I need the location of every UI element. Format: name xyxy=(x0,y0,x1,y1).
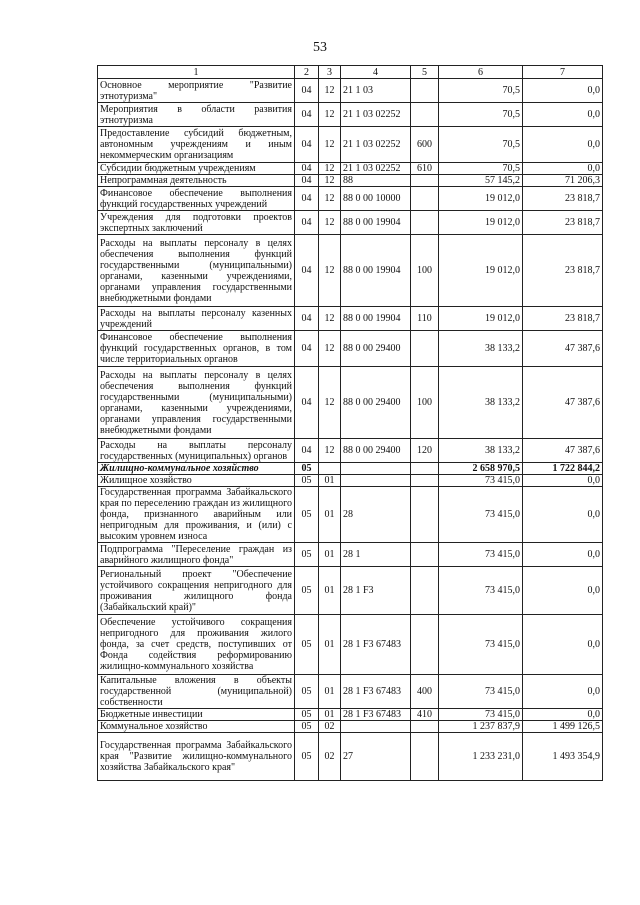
table-row xyxy=(98,175,603,187)
row-name-cell: Мероприятия в области развития этнотуризма xyxy=(98,103,295,127)
amount-year1-cell: 38 133,2 xyxy=(439,367,523,439)
target-article-cell: 27 xyxy=(341,733,411,781)
target-article-cell: 88 0 00 29400 xyxy=(341,367,411,439)
target-article-cell: 28 xyxy=(341,487,411,543)
section-code-cell: 04 xyxy=(295,367,319,439)
target-article-cell: 21 1 03 02252 xyxy=(341,127,411,163)
row-name-cell: Капитальные вложения в объекты государственной (муниципальной) собственности xyxy=(98,675,295,709)
amount-year2-cell: 0,0 xyxy=(523,675,603,709)
table-row xyxy=(98,103,603,127)
target-article-cell: 88 0 00 29400 xyxy=(341,331,411,367)
table-row xyxy=(98,439,603,463)
expense-type-cell: 110 xyxy=(411,307,439,331)
expense-type-cell: 410 xyxy=(411,709,439,721)
column-header: 2 xyxy=(295,66,319,79)
row-name-cell: Расходы на выплаты персоналу в целях обеспечения выполнения функций государственными (муниципальными) органами, казенными учреждениями, органами управления государственными внебюджетными фондами xyxy=(98,367,295,439)
target-article-cell: 28 1 F3 xyxy=(341,567,411,615)
amount-year1-cell: 19 012,0 xyxy=(439,187,523,211)
target-article-cell: 21 1 03 02252 xyxy=(341,103,411,127)
row-name-cell: Непрограммная деятельность xyxy=(98,175,295,187)
amount-year2-cell: 71 206,3 xyxy=(523,175,603,187)
subsection-code-cell: 12 xyxy=(319,367,341,439)
row-name-cell: Расходы на выплаты персоналу в целях обеспечения выполнения функций государственными (муниципальными) органами, казенными учреждениями, органами управления государственными внебюджетными фондами xyxy=(98,235,295,307)
target-article-cell xyxy=(341,463,411,475)
expense-type-cell: 610 xyxy=(411,163,439,175)
subsection-code-cell: 12 xyxy=(319,127,341,163)
target-article-cell: 88 0 00 29400 xyxy=(341,439,411,463)
amount-year1-cell: 70,5 xyxy=(439,163,523,175)
row-name-cell: Основное мероприятие "Развитие этнотуризма" xyxy=(98,79,295,103)
table-row xyxy=(98,487,603,543)
page-number: 53 xyxy=(313,40,327,55)
amount-year1-cell: 70,5 xyxy=(439,103,523,127)
section-code-cell: 04 xyxy=(295,439,319,463)
table-row xyxy=(98,307,603,331)
table-row xyxy=(98,543,603,567)
subsection-code-cell xyxy=(319,463,341,475)
subsection-code-cell: 01 xyxy=(319,675,341,709)
amount-year2-cell: 0,0 xyxy=(523,475,603,487)
row-name-cell: Жилищное хозяйство xyxy=(98,475,295,487)
amount-year2-cell: 0,0 xyxy=(523,543,603,567)
table-row xyxy=(98,211,603,235)
amount-year1-cell: 19 012,0 xyxy=(439,307,523,331)
subsection-code-cell: 01 xyxy=(319,615,341,675)
amount-year1-cell: 70,5 xyxy=(439,79,523,103)
row-name-cell: Учреждения для подготовки проектов экспертных заключений xyxy=(98,211,295,235)
expense-type-cell xyxy=(411,721,439,733)
amount-year1-cell: 73 415,0 xyxy=(439,567,523,615)
table-row xyxy=(98,721,603,733)
subsection-code-cell: 01 xyxy=(319,487,341,543)
amount-year1-cell: 19 012,0 xyxy=(439,211,523,235)
amount-year2-cell: 47 387,6 xyxy=(523,367,603,439)
amount-year2-cell: 1 499 126,5 xyxy=(523,721,603,733)
row-name-cell: Региональный проект "Обеспечение устойчивого сокращения непригодного для проживания жилищного фонда (Забайкальский край)" xyxy=(98,567,295,615)
amount-year1-cell: 73 415,0 xyxy=(439,475,523,487)
section-code-cell: 05 xyxy=(295,567,319,615)
table-row xyxy=(98,163,603,175)
amount-year1-cell: 19 012,0 xyxy=(439,235,523,307)
section-code-cell: 05 xyxy=(295,475,319,487)
section-code-cell: 05 xyxy=(295,543,319,567)
subsection-code-cell: 12 xyxy=(319,439,341,463)
column-header: 6 xyxy=(439,66,523,79)
row-name-cell: Подпрограмма "Переселение граждан из аварийного жилищного фонда" xyxy=(98,543,295,567)
row-name-cell: Государственная программа Забайкальского края по переселению граждан из жилищного фонда, признанного аварийным или непригодным для проживания, и (или) с высоким уровнем износа xyxy=(98,487,295,543)
section-code-cell: 04 xyxy=(295,175,319,187)
subsection-code-cell: 12 xyxy=(319,307,341,331)
column-header: 4 xyxy=(341,66,411,79)
subsection-code-cell: 12 xyxy=(319,79,341,103)
amount-year2-cell: 0,0 xyxy=(523,487,603,543)
amount-year2-cell: 23 818,7 xyxy=(523,307,603,331)
section-code-cell: 05 xyxy=(295,733,319,781)
table-row xyxy=(98,709,603,721)
subsection-code-cell: 02 xyxy=(319,733,341,781)
target-article-cell: 21 1 03 02252 xyxy=(341,163,411,175)
row-name-cell: Финансовое обеспечение выполнения функций государственных учреждений xyxy=(98,187,295,211)
table-row xyxy=(98,615,603,675)
expense-type-cell xyxy=(411,331,439,367)
amount-year2-cell: 23 818,7 xyxy=(523,211,603,235)
amount-year2-cell: 0,0 xyxy=(523,615,603,675)
row-name-cell: Субсидии бюджетным учреждениям xyxy=(98,163,295,175)
amount-year2-cell: 1 493 354,9 xyxy=(523,733,603,781)
subsection-code-cell: 12 xyxy=(319,211,341,235)
table-row xyxy=(98,475,603,487)
amount-year2-cell: 0,0 xyxy=(523,567,603,615)
table-row xyxy=(98,675,603,709)
expense-type-cell: 400 xyxy=(411,675,439,709)
section-code-cell: 04 xyxy=(295,103,319,127)
table-row xyxy=(98,733,603,781)
table-row xyxy=(98,127,603,163)
expense-type-cell xyxy=(411,103,439,127)
amount-year1-cell: 73 415,0 xyxy=(439,543,523,567)
expense-type-cell: 100 xyxy=(411,235,439,307)
target-article-cell: 28 1 F3 67483 xyxy=(341,615,411,675)
header-row xyxy=(98,66,603,79)
expense-type-cell xyxy=(411,567,439,615)
subsection-code-cell: 12 xyxy=(319,235,341,307)
section-code-cell: 05 xyxy=(295,463,319,475)
target-article-cell xyxy=(341,721,411,733)
row-name-cell: Финансовое обеспечение выполнения функций государственных органов, в том числе территориальных органов xyxy=(98,331,295,367)
amount-year1-cell: 70,5 xyxy=(439,127,523,163)
amount-year1-cell: 2 658 970,5 xyxy=(439,463,523,475)
expense-type-cell xyxy=(411,187,439,211)
amount-year2-cell: 23 818,7 xyxy=(523,235,603,307)
subsection-code-cell: 12 xyxy=(319,187,341,211)
amount-year2-cell: 0,0 xyxy=(523,127,603,163)
table-row xyxy=(98,463,603,475)
amount-year1-cell: 57 145,2 xyxy=(439,175,523,187)
amount-year1-cell: 38 133,2 xyxy=(439,439,523,463)
column-header: 5 xyxy=(411,66,439,79)
row-name-cell: Расходы на выплаты персоналу государственных (муниципальных) органов xyxy=(98,439,295,463)
expense-type-cell xyxy=(411,487,439,543)
expense-type-cell: 100 xyxy=(411,367,439,439)
expense-type-cell: 600 xyxy=(411,127,439,163)
target-article-cell: 88 0 00 10000 xyxy=(341,187,411,211)
amount-year1-cell: 73 415,0 xyxy=(439,675,523,709)
subsection-code-cell: 01 xyxy=(319,475,341,487)
section-code-cell: 04 xyxy=(295,307,319,331)
expense-type-cell: 120 xyxy=(411,439,439,463)
target-article-cell: 88 0 00 19904 xyxy=(341,211,411,235)
table-row xyxy=(98,367,603,439)
target-article-cell xyxy=(341,475,411,487)
row-name-cell: Бюджетные инвестиции xyxy=(98,709,295,721)
expense-type-cell xyxy=(411,463,439,475)
section-code-cell: 05 xyxy=(295,709,319,721)
table-row xyxy=(98,79,603,103)
amount-year2-cell: 0,0 xyxy=(523,103,603,127)
amount-year2-cell: 0,0 xyxy=(523,79,603,103)
section-code-cell: 04 xyxy=(295,235,319,307)
section-code-cell: 05 xyxy=(295,675,319,709)
expense-type-cell xyxy=(411,211,439,235)
row-name-cell: Государственная программа Забайкальского края "Развитие жилищно-коммунального хозяйства Забайкальского края" xyxy=(98,733,295,781)
section-code-cell: 04 xyxy=(295,79,319,103)
amount-year1-cell: 73 415,0 xyxy=(439,709,523,721)
row-name-cell: Расходы на выплаты персоналу казенных учреждений xyxy=(98,307,295,331)
amount-year1-cell: 73 415,0 xyxy=(439,487,523,543)
subsection-code-cell: 12 xyxy=(319,163,341,175)
amount-year2-cell: 0,0 xyxy=(523,163,603,175)
table-row xyxy=(98,331,603,367)
table-row xyxy=(98,235,603,307)
subsection-code-cell: 01 xyxy=(319,709,341,721)
target-article-cell: 28 1 F3 67483 xyxy=(341,675,411,709)
column-header: 3 xyxy=(319,66,341,79)
target-article-cell: 28 1 xyxy=(341,543,411,567)
section-code-cell: 05 xyxy=(295,487,319,543)
section-code-cell: 05 xyxy=(295,615,319,675)
target-article-cell: 88 0 00 19904 xyxy=(341,235,411,307)
table-row xyxy=(98,187,603,211)
table-row xyxy=(98,567,603,615)
expense-type-cell xyxy=(411,615,439,675)
amount-year2-cell: 23 818,7 xyxy=(523,187,603,211)
amount-year2-cell: 47 387,6 xyxy=(523,331,603,367)
row-name-cell: Обеспечение устойчивого сокращения непригодного для проживания жилого фонда, за счет средств, поступивших от Фонда содействия реформированию жилищно-коммунального хозяйства xyxy=(98,615,295,675)
amount-year1-cell: 73 415,0 xyxy=(439,615,523,675)
subsection-code-cell: 01 xyxy=(319,567,341,615)
amount-year2-cell: 0,0 xyxy=(523,709,603,721)
amount-year2-cell: 1 722 844,2 xyxy=(523,463,603,475)
section-code-cell: 04 xyxy=(295,127,319,163)
expense-type-cell xyxy=(411,475,439,487)
subsection-code-cell: 01 xyxy=(319,543,341,567)
section-code-cell: 04 xyxy=(295,211,319,235)
expense-type-cell xyxy=(411,79,439,103)
subsection-code-cell: 12 xyxy=(319,175,341,187)
amount-year1-cell: 38 133,2 xyxy=(439,331,523,367)
subsection-code-cell: 02 xyxy=(319,721,341,733)
amount-year1-cell: 1 233 231,0 xyxy=(439,733,523,781)
section-code-cell: 04 xyxy=(295,331,319,367)
target-article-cell: 21 1 03 xyxy=(341,79,411,103)
budget-table xyxy=(97,65,603,781)
expense-type-cell xyxy=(411,543,439,567)
row-name-cell: Коммунальное хозяйство xyxy=(98,721,295,733)
target-article-cell: 28 1 F3 67483 xyxy=(341,709,411,721)
subsection-code-cell: 12 xyxy=(319,331,341,367)
row-name-cell: Предоставление субсидий бюджетным, автономным учреждениям и иным некоммерческим организациям xyxy=(98,127,295,163)
target-article-cell: 88 0 00 19904 xyxy=(341,307,411,331)
section-code-cell: 04 xyxy=(295,163,319,175)
expense-type-cell xyxy=(411,733,439,781)
amount-year2-cell: 47 387,6 xyxy=(523,439,603,463)
column-header: 7 xyxy=(523,66,603,79)
target-article-cell: 88 xyxy=(341,175,411,187)
column-header: 1 xyxy=(98,66,295,79)
amount-year1-cell: 1 237 837,9 xyxy=(439,721,523,733)
section-code-cell: 05 xyxy=(295,721,319,733)
expense-type-cell xyxy=(411,175,439,187)
subsection-code-cell: 12 xyxy=(319,103,341,127)
row-name-cell: Жилищно-коммунальное хозяйство xyxy=(98,463,295,475)
section-code-cell: 04 xyxy=(295,187,319,211)
